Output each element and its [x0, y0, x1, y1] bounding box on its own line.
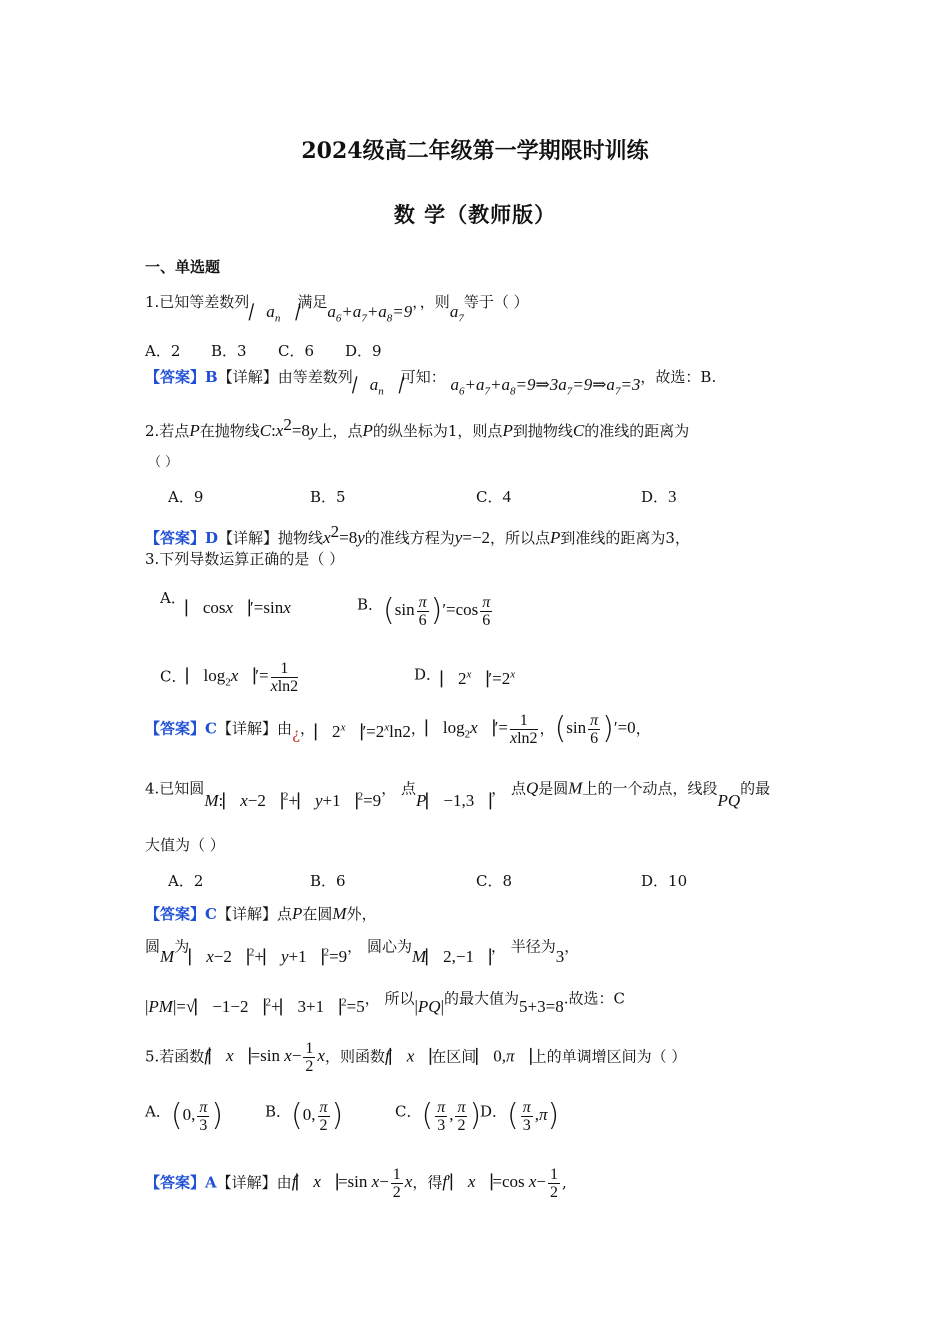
question-4: 4.已知圆M:⎸x−2⎹$^2$+⎸y+1⎹$^2$=9， 点P⎸−1,3⎹， 点Q是圆M上的一个动点，线段PQ的最	[145, 778, 771, 810]
question-5: 5.若函数f⎸x⎹=sin x− $\frac{1}{2}$ x，则函数f⎸x⎹在区间⎸0,π⎹上的单调增区间为（ ）	[145, 1040, 687, 1075]
q4-option-d: D．10	[641, 872, 688, 890]
page-subtitle: 数 学（教师版）	[393, 202, 557, 227]
question-1: 1.已知等差数列$⎸a_n⎹$满足$a_6+a_7+a_8=9$，，则$a_7$等于（ ）	[145, 293, 529, 325]
q2-paren: （ ）	[148, 455, 179, 470]
page-title: 2024级高二年级第一学期限时训练	[301, 138, 649, 164]
question-2: 2.若点P在抛物线$C:x^2=8y$上，点P的纵坐标为1，则点P到抛物线C的准线的距离为	[145, 415, 690, 440]
q3-option-a: A．⎸cosx⎹′=sinx	[160, 589, 291, 617]
q3-option-c: C．$⎸\log_2x⎹'=$ $\frac{1}{xln2}$	[160, 660, 299, 695]
q4-answer: 【答案】C【详解】点P在圆M外，	[145, 904, 377, 923]
q5-option-b: B．(0, $\frac{\pi}{2}$ )	[265, 1098, 344, 1134]
q2-option-a: A．9	[168, 488, 204, 506]
q5-answer: 【答案】A【详解】由f⎸x⎹=sin x− $\frac{1}{2}$ x，得f′⎸x⎹=cos x− $\frac{1}{2}$ ,	[145, 1166, 567, 1201]
q3-answer: 【答案】C【详解】由¿，$⎸2^x⎹'=2^x\ln 2$，$⎸\log_2x⎹'=$ $\frac{1}{xln2}$ ，(sin $\frac{\pi}{6}$ )′=0，	[145, 711, 651, 747]
q4-option-b: B．6	[310, 872, 346, 890]
q4-detail-line2: 圆M为⎸x−2⎹$^2$+⎸y+1⎹$^2$=9， 圆心为M⎸2,−1⎹， 半径为3，	[145, 937, 580, 966]
q5-option-d: D．( $\frac{\pi}{3}$ ,π)	[480, 1098, 560, 1134]
q3-option-d: D．$⎸2^x⎹'=2^x$	[414, 665, 516, 688]
q2-answer: 【答案】D【详解】抛物线$x^2=8y$的准线方程为y=−2，所以点P到准线的距离为3，	[145, 522, 690, 547]
q2-option-c: C．4	[476, 487, 511, 506]
q4-option-a: A．2	[168, 872, 204, 890]
q1-option-a: A．2	[145, 342, 181, 360]
section-heading: 一、单选题	[145, 258, 221, 276]
question-3: 3.下列导数运算正确的是（ ）	[145, 550, 345, 568]
q2-option-d: D．3	[641, 487, 677, 506]
q1-option-c: C．6	[278, 342, 315, 360]
q4-option-c: C．8	[476, 872, 513, 890]
q4-detail-line3: |PM|=√⎸−1−2⎹$^2$+⎸3+1⎹$^2$=5， 所以|PQ|的最大值为5+3=8.故选：C	[145, 989, 625, 1016]
q5-option-a: A．(0, $\frac{\pi}{3}$ )	[145, 1098, 224, 1134]
q2-option-b: B．5	[310, 488, 346, 506]
q1-option-d: D．9	[345, 342, 382, 360]
q5-option-c: C．( $\frac{\pi}{3}$ , $\frac{\pi}{2}$ )	[395, 1098, 482, 1134]
q1-option-b: B．3	[211, 342, 247, 360]
q4-line2: 大值为（ ）	[145, 836, 225, 854]
q3-option-b: B．(sin $\frac{\pi}{6}$ )′=cos $\frac{\pi}{6}$	[357, 593, 491, 629]
q1-answer: 【答案】B【详解】由等差数列$⎸a_n⎹$可知： $a_6+a_7+a_8=9\Rightarrow 3a_7=9\Rightarrow a_7=3$，故选：B.	[145, 368, 717, 398]
